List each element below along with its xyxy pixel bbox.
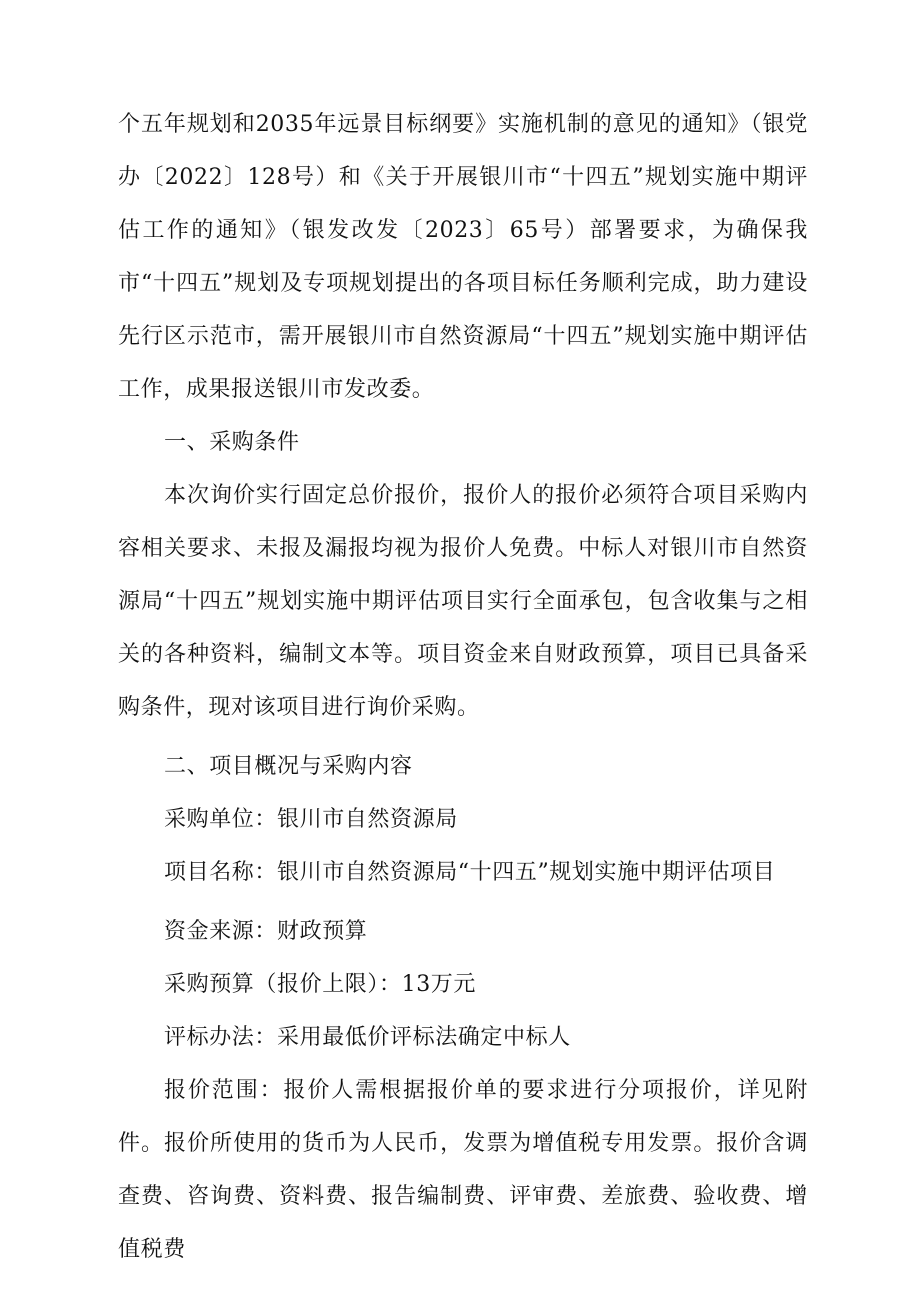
document-body	[118, 98, 808, 1276]
project-name-paragraph: 项目名称：银川市自然资源局“十四五”规划实施中期评估项目	[164, 860, 776, 885]
procurement-unit-line: 采购单位：银川市自然资源局	[164, 807, 458, 832]
quote-scope-paragraph: 报价范围：报价人需根据报价单的要求进行分项报价，详见附件。报价所使用的货币为人民币，发票为增值税专用发票。报价含调查费、咨询费、资料费、报告编制费、评审费、差旅费、验收费、增值税费	[118, 1078, 808, 1262]
funding-source-line: 资金来源：财政预算	[164, 919, 368, 944]
evaluation-method-line: 评标办法：采用最低价评标法确定中标人	[164, 1025, 571, 1050]
budget-line: 采购预算（报价上限）：13万元	[164, 972, 476, 997]
section-heading-project-overview: 二、项目概况与采购内容	[164, 754, 413, 779]
section-heading-procurement-conditions: 一、采购条件	[164, 430, 300, 455]
intro-paragraph: 个五年规划和2035年远景目标纲要》实施机制的意见的通知》（银党办〔2022〕128号）和《关于开展银川市“十四五”规划实施中期评估工作的通知》（银发改发〔2023〕65号）部署要求，为确保我市“十四五”规划及专项规划提出的各项目标任务顺利完成，助力建设先行区示范市，需开展银川市自然资源局“十四五”规划实施中期评估工作，成果报送银川市发改委。	[118, 112, 808, 402]
procurement-conditions-paragraph: 本次询价实行固定总价报价，报价人的报价必须符合项目采购内容相关要求、未报及漏报均视为报价人免费。中标人对银川市自然资源局“十四五”规划实施中期评估项目实行全面承包，包含收集与之相关的各种资料，编制文本等。项目资金来自财政预算，项目已具备采购条件，现对该项目进行询价采购。	[118, 483, 808, 720]
